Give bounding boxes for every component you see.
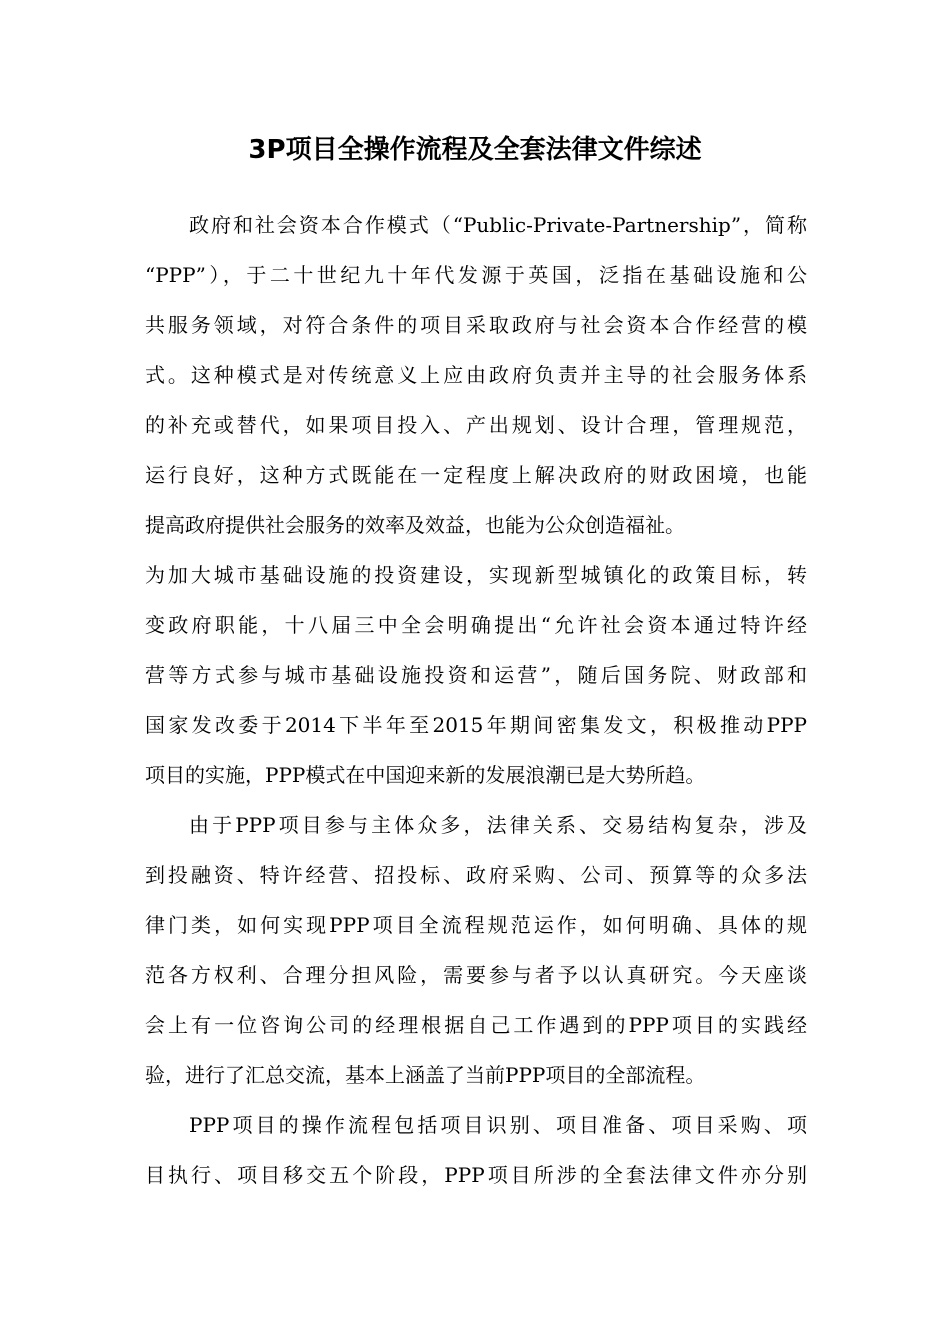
paragraph-line: 式。这种模式是对传统意义上应由政府负责并主导的社会服务体系 <box>145 363 807 387</box>
document-title: 3P项目全操作流程及全套法律文件综述 <box>248 135 702 165</box>
paragraph-line: 项目的实施，PPP模式在中国迎来新的发展浪潮已是大势所趋。 <box>145 763 706 787</box>
paragraph-line: 为加大城市基础设施的投资建设，实现新型城镇化的政策目标，转 <box>145 563 807 587</box>
paragraph-line: 国家发改委于2014下半年至2015年期间密集发文，积极推动PPP <box>145 713 807 737</box>
paragraph-line: 共服务领域，对符合条件的项目采取政府与社会资本合作经营的模 <box>145 313 807 337</box>
paragraph-line: 提高政府提供社会服务的效率及效益，也能为公众创造福祉。 <box>145 513 685 537</box>
paragraph-line: 营等方式参与城市基础设施投资和运营”，随后国务院、财政部和 <box>145 663 807 687</box>
paragraph-line: 由于PPP项目参与主体众多，法律关系、交易结构复杂，涉及 <box>189 813 807 837</box>
paragraph-line: 变政府职能，十八届三中全会明确提出“允许社会资本通过特许经 <box>145 613 807 637</box>
paragraph-line: 律门类，如何实现PPP项目全流程规范运作，如何明确、具体的规 <box>145 913 807 937</box>
paragraph-line: 政府和社会资本合作模式（“Public-Private-Partnership”，简称 <box>189 213 807 237</box>
paragraph-line: 到投融资、特许经营、招投标、政府采购、公司、预算等的众多法 <box>145 863 807 887</box>
paragraph-line: 会上有一位咨询公司的经理根据自己工作遇到的PPP项目的实践经 <box>145 1013 807 1037</box>
paragraph-line: 范各方权利、合理分担风险，需要参与者予以认真研究。今天座谈 <box>145 963 807 987</box>
paragraph-line: 目执行、项目移交五个阶段，PPP项目所涉的全套法律文件亦分别 <box>145 1163 807 1187</box>
paragraph-line: “PPP”），于二十世纪九十年代发源于英国，泛指在基础设施和公 <box>145 263 807 287</box>
paragraph-line: 验，进行了汇总交流，基本上涵盖了当前PPP项目的全部流程。 <box>145 1063 706 1087</box>
paragraph-line: PPP项目的操作流程包括项目识别、项目准备、项目采购、项 <box>189 1113 807 1137</box>
paragraph-line: 运行良好，这种方式既能在一定程度上解决政府的财政困境，也能 <box>145 463 807 487</box>
paragraph-line: 的补充或替代，如果项目投入、产出规划、设计合理，管理规范， <box>145 413 807 437</box>
